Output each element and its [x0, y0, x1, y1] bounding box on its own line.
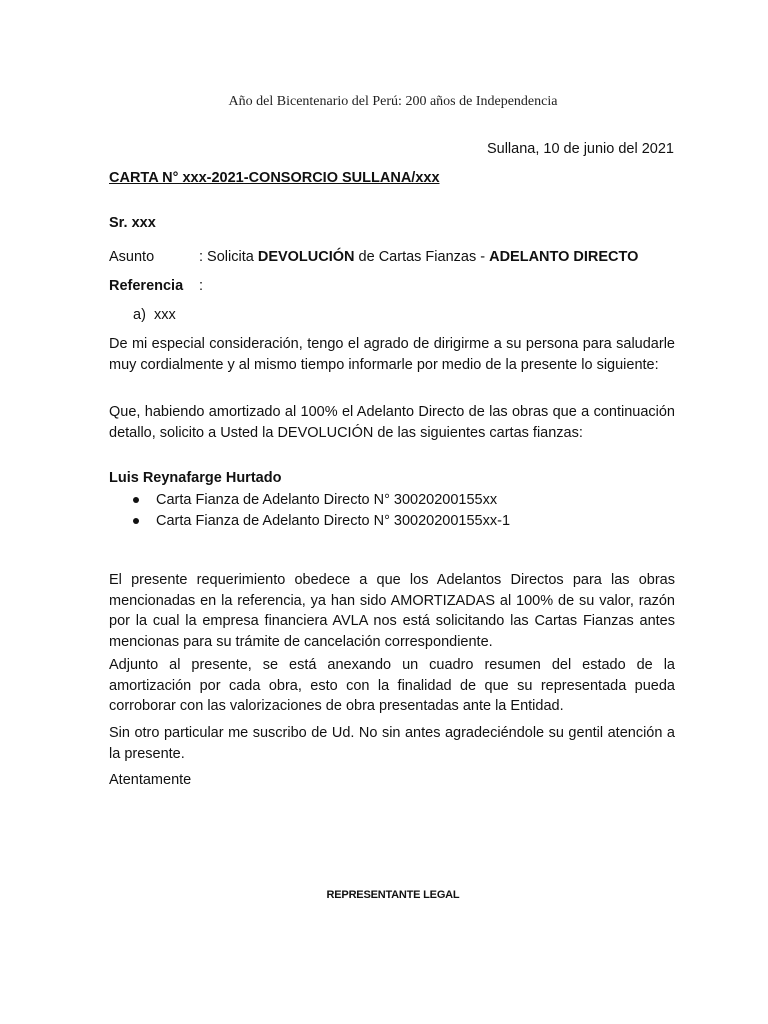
- bond-list-item: Carta Fianza de Adelanto Directo N° 30020200155xx-1: [109, 511, 510, 532]
- paragraph-farewell: Sin otro particular me suscribo de Ud. No sin antes agradeciéndole su gentil atención a la presente.: [109, 725, 675, 762]
- date-line: Sullana, 10 de junio del 2021: [486, 141, 674, 157]
- subject-bold-adelanto: ADELANTO DIRECTO: [489, 249, 639, 265]
- paragraph-reason: El presente requerimiento obedece a que los Adelantos Directos para las obras mencionadas en la referencia, ya han sido AMORTIZADAS al 100% de su valor, razón por la cual la empresa financiera AVLA nos está solicitando las Cartas Fianzas antes mencionas para su trámite de cancelación correspondiente.: [109, 572, 675, 650]
- reference-label: Referencia: [109, 278, 184, 294]
- closing: Atentamente: [109, 772, 192, 788]
- subject-middle: de Cartas Fianzas -: [354, 249, 490, 265]
- paragraph-attachment: Adjunto al presente, se está anexando un cuadro resumen del estado de la amortización por cada obra, esto con la finalidad de que su representada pueda corroborar con las valorizaciones de obra presentadas ante la Entidad.: [109, 657, 675, 714]
- subject-label: Asunto: [109, 249, 155, 265]
- reference-item: a) xxx: [133, 307, 176, 323]
- subject-bold-devolucion: DEVOLUCIÓN: [257, 249, 355, 265]
- subject-line: [109, 249, 679, 265]
- subject-prefix: : Solicita: [199, 249, 258, 265]
- reference-line: [109, 278, 203, 294]
- paragraph-request: Que, habiendo amortizado al 100% el Adelanto Directo de las obras que a continuación detallo, solicito a Usted la DEVOLUCIÓN de las siguientes cartas fianzas:: [109, 404, 675, 441]
- reference-colon: :: [199, 278, 204, 294]
- bond-list-item: Carta Fianza de Adelanto Directo N° 30020200155xx: [109, 490, 510, 511]
- signature-title: REPRESENTANTE LEGAL: [326, 889, 460, 901]
- document-motto: Año del Bicentenario del Perú: 200 años de Independencia: [228, 94, 558, 109]
- recipient: Sr. xxx: [109, 215, 156, 231]
- letter-reference-number: CARTA N° xxx-2021-CONSORCIO SULLANA/xxx: [109, 170, 440, 186]
- contractor-name: Luis Reynafarge Hurtado: [109, 470, 282, 486]
- bond-list: [109, 490, 510, 532]
- paragraph-greeting: De mi especial consideración, tengo el agrado de dirigirme a su persona para saludarle muy cordialmente y al mismo tiempo informarle por medio de la presente lo siguiente:: [109, 336, 675, 373]
